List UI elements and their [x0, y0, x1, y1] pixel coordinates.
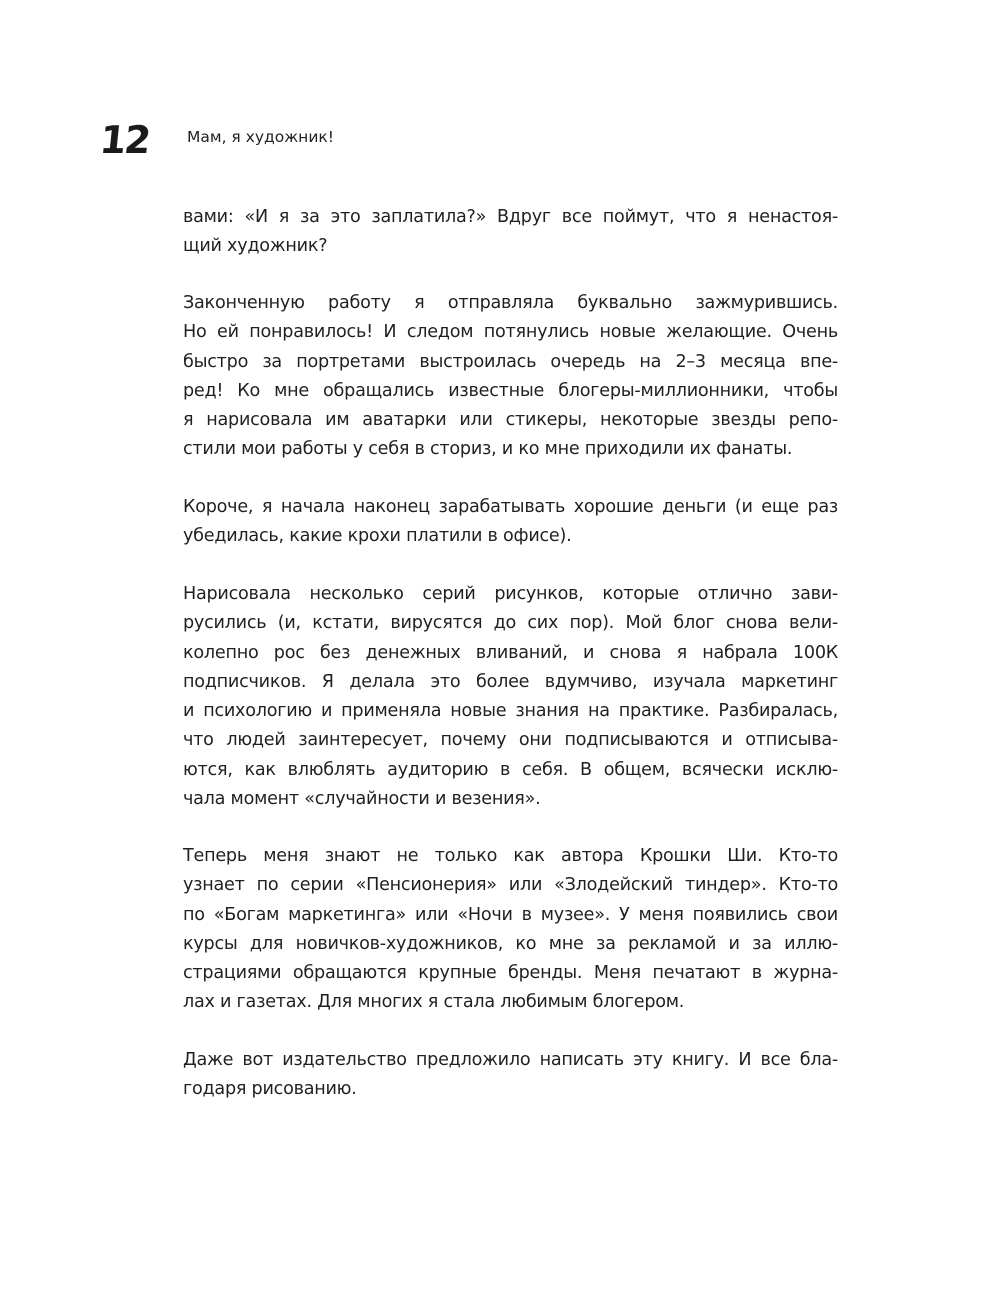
text-line: Теперь меня знают не только как автора Крошки Ши. Кто-то — [183, 846, 838, 866]
body-text — [183, 289, 838, 465]
paragraph-4 — [183, 580, 838, 814]
body-text — [183, 1046, 838, 1105]
text-line: Нарисовала несколько серий рисунков, которые отлично зави- — [183, 584, 838, 604]
text-line: щий художник? — [183, 236, 328, 257]
paragraph-1 — [183, 203, 838, 262]
text-line: Короче, я начала наконец зарабатывать хорошие деньги (и еще раз — [183, 497, 838, 517]
body-text — [183, 203, 838, 262]
text-line: убедилась, какие крохи платили в офисе). — [183, 526, 572, 547]
text-line: я нарисовала им аватарки или стикеры, некоторые звезды репо- — [183, 410, 838, 431]
running-head-title: Мам, я художник! — [187, 128, 334, 146]
text-line: подписчиков. Я делала это более вдумчиво, изучала маркетинг — [183, 671, 838, 692]
text-line: узнает по серии «Пенсионерия» или «Злодейский тиндер». Кто-то — [183, 875, 838, 896]
body-text — [183, 493, 838, 552]
text-line: Но ей понравилось! И следом потянулись новые желающие. Очень — [183, 322, 838, 343]
paragraph-6 — [183, 1046, 838, 1105]
text-line: годаря рисованию. — [183, 1079, 357, 1100]
text-line: по «Богам маркетинга» или «Ночи в музее». У меня появились свои — [183, 904, 838, 925]
text-line: ются, как влюблять аудиторию в себя. В общем, всячески исклю- — [183, 759, 838, 780]
text-line: страциями обращаются крупные бренды. Меня печатают в журна- — [183, 963, 838, 984]
text-line: и психологию и применяла новые знания на практике. Разбиралась, — [183, 701, 838, 722]
paragraph-3 — [183, 493, 838, 552]
text-line: ред! Ко мне обращались известные блогеры-миллионники, чтобы — [183, 380, 838, 401]
text-line: стили мои работы у себя в сториз, и ко мне приходили их фанаты. — [183, 439, 793, 460]
text-line: что людей заинтересует, почему они подписываются и отписыва- — [183, 730, 838, 751]
body-text — [183, 580, 838, 814]
text-line: чала момент «случайности и везения». — [183, 789, 541, 810]
text-line: Законченную работу я отправляла буквально зажмурившись. — [183, 293, 838, 313]
paragraph-5 — [183, 842, 838, 1018]
text-line: колепно рос без денежных вливаний, и снова я набрала 100К — [183, 642, 838, 663]
text-line: вами: «И я за это заплатила?» Вдруг все поймут, что я ненастоя- — [183, 207, 838, 227]
text-line: лах и газетах. Для многих я стала любимым блогером. — [183, 992, 685, 1013]
text-line: быстро за портретами выстроилась очередь на 2–3 месяца впе- — [183, 351, 838, 372]
text-line: Даже вот издательство предложило написать эту книгу. И все бла- — [183, 1050, 838, 1070]
text-line: курсы для новичков-художников, ко мне за рекламой и за иллю- — [183, 933, 838, 954]
paragraph-2 — [183, 289, 838, 465]
text-line: русились (и, кстати, вирусятся до сих пор). Мой блог снова вели- — [183, 613, 838, 634]
body-text — [183, 842, 838, 1018]
page-number: 12 — [97, 118, 152, 162]
